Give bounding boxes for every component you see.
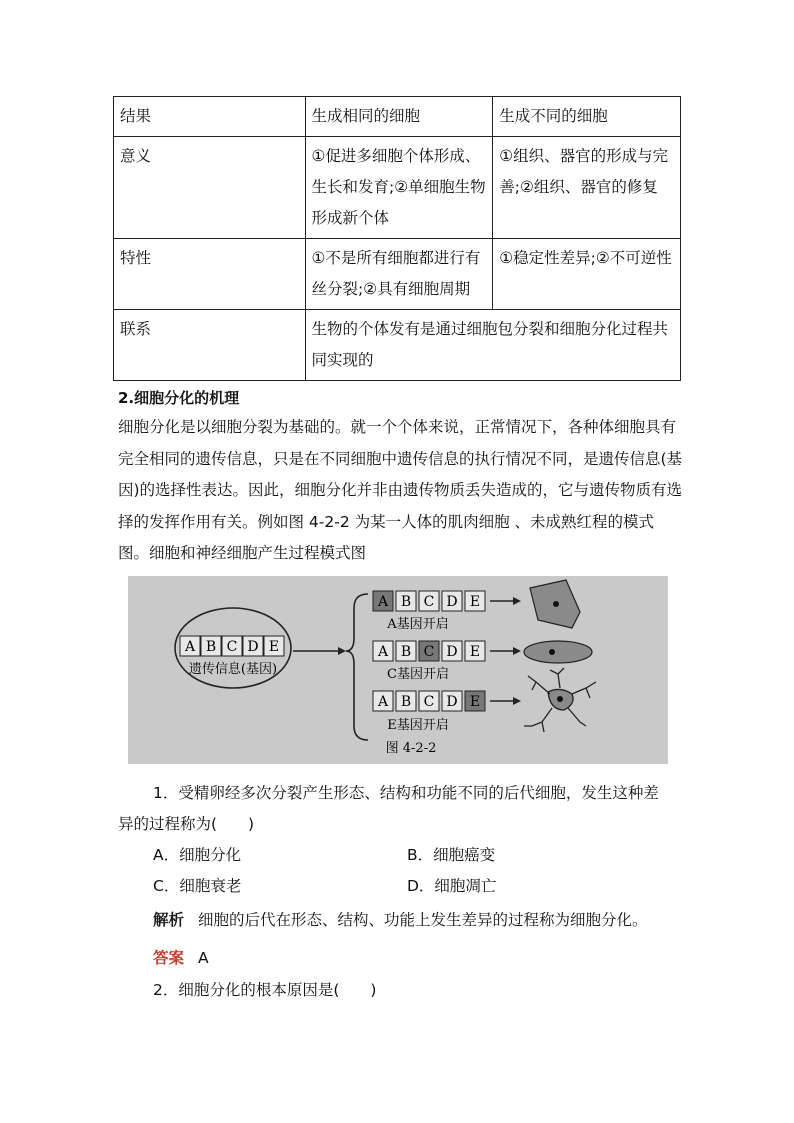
table-cell: ①稳定性差异;②不可逆性	[493, 239, 681, 310]
branch-row-c	[373, 641, 592, 682]
gene-box-label: D	[446, 644, 458, 660]
gene-box-label: E	[469, 594, 481, 610]
table-row	[114, 310, 681, 381]
branch-label: A基因开启	[387, 617, 449, 632]
comparison-table	[113, 96, 681, 381]
table-cell: ①不是所有细胞都进行有丝分裂;②具有细胞周期	[305, 239, 493, 310]
gene-expression-figure	[128, 576, 668, 764]
branch-label: C基因开启	[387, 667, 449, 682]
table-cell: 生成相同的细胞	[305, 97, 493, 137]
option-b: B．细胞癌变	[407, 846, 496, 864]
source-label: 遗传信息(基因)	[188, 662, 278, 677]
gene-box-label: E	[268, 639, 280, 655]
option-c: C．细胞衰老	[153, 877, 242, 895]
gene-box-label: A	[377, 694, 389, 710]
gene-box-label: D	[247, 639, 259, 655]
gene-box-label: B	[400, 594, 412, 610]
red-cell-precursor	[524, 641, 592, 663]
gene-box-label: C	[423, 694, 435, 710]
explanation	[153, 905, 713, 936]
table-row	[114, 97, 681, 137]
gene-box-label: A	[377, 644, 389, 660]
table-cell: ①组织、器官的形成与完善;②组织、器官的修复	[493, 137, 681, 239]
table-cell: 结果	[114, 97, 306, 137]
gene-box-label: E	[469, 644, 481, 660]
table-row	[114, 137, 681, 239]
table-cell: 特性	[114, 239, 306, 310]
explanation-label: 解析	[153, 911, 185, 929]
figure-caption: 图 4-2-2	[385, 741, 437, 756]
question-2-stem: 2．细胞分化的根本原因是( )	[153, 981, 377, 999]
question-1-stem-line1: 1．受精卵经多次分裂产生形态、结构和功能不同的后代细胞，发生这种差	[153, 784, 659, 802]
source-gene-boxes	[180, 636, 284, 656]
answer	[153, 943, 209, 974]
gene-box-label: A	[377, 594, 389, 610]
answer-label: 答案	[153, 949, 185, 967]
gene-box-label: A	[184, 639, 196, 655]
table-cell: 联系	[114, 310, 306, 381]
table-cell-merged: 生物的个体发有是通过细胞包分裂和细胞分化过程共同实现的	[305, 310, 680, 381]
branch-row-a	[373, 580, 580, 632]
branch-label: E基因开启	[387, 718, 449, 733]
table-cell: 生成不同的细胞	[493, 97, 681, 137]
explanation-text: 细胞的后代在形态、结构、功能上发生差异的过程称为细胞分化。	[198, 911, 648, 929]
option-a: A．细胞分化	[153, 846, 242, 864]
gene-box-label: C	[423, 644, 435, 660]
body-paragraph: 细胞分化是以细胞分裂为基础的。就一个个体来说，正常情况下，各种体细胞具有完全相同的遗传信息，只是在不同细胞中遗传信息的执行情况不同，是遗传信息(基因)的选择性表达。因此，细胞分化并非由遗传物质丢失造成的，它与遗传物质有选择的发挥作用有关。例如图 4-2-2 为某一人体的肌肉细胞 、未成熟红程的模式图。细胞和神经细胞产生过程模式图	[118, 418, 683, 562]
figure-svg	[128, 576, 668, 764]
gene-box-label: E	[469, 694, 481, 710]
gene-box-label: C	[226, 639, 238, 655]
gene-box-label: D	[446, 594, 458, 610]
answer-value: A	[198, 949, 209, 967]
brace	[346, 594, 368, 740]
gene-box-label: C	[423, 594, 435, 610]
question-1-stem-line2: 异的过程称为( )	[118, 815, 255, 833]
option-d: D．细胞凋亡	[407, 877, 497, 895]
gene-box-label: D	[446, 694, 458, 710]
gene-box-label: B	[400, 694, 412, 710]
gene-box-label: B	[400, 644, 412, 660]
table-row	[114, 239, 681, 310]
table-cell: ①促进多细胞个体形成、生长和发育;②单细胞生物形成新个体	[305, 137, 493, 239]
table-cell: 意义	[114, 137, 306, 239]
section-heading: 2.细胞分化的机理	[118, 389, 240, 407]
gene-box-label: B	[205, 639, 217, 655]
